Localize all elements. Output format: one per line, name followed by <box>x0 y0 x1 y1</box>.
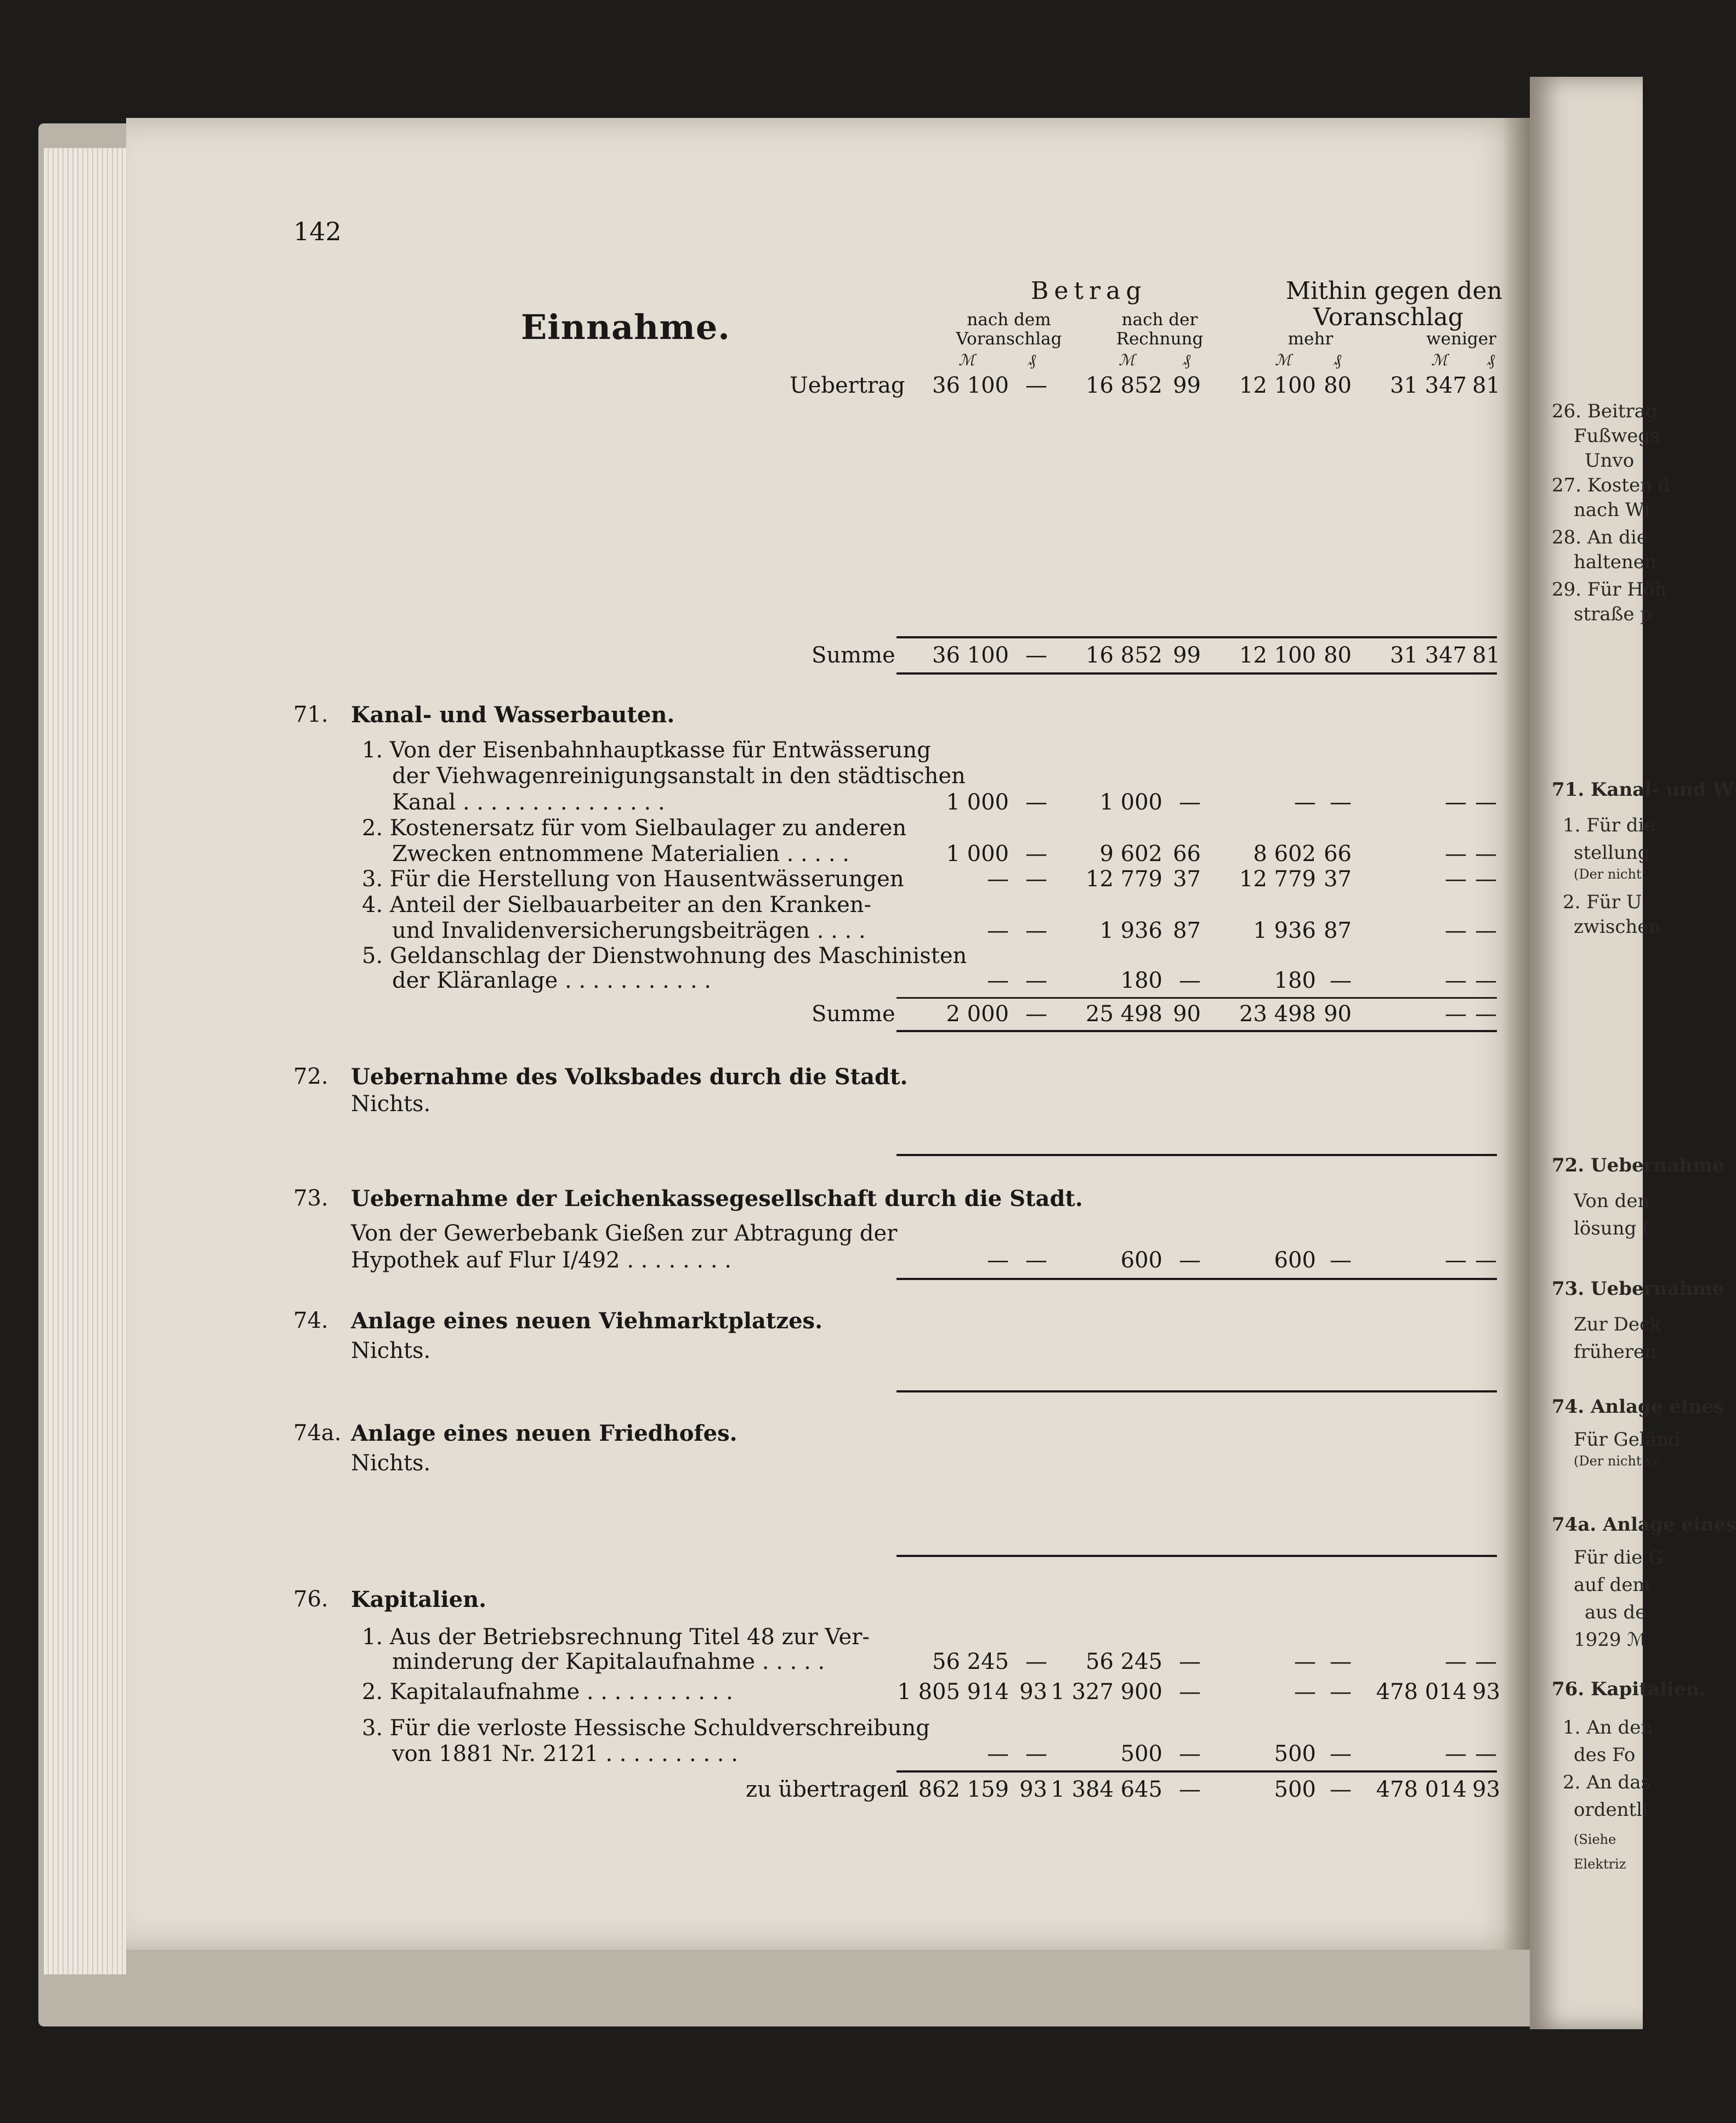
value-rechnung: 1 936 <box>1099 918 1162 943</box>
value-weniger: — <box>1445 1649 1467 1674</box>
facing-text: 1. Für die <box>1563 814 1655 836</box>
value-voranschlag: — <box>987 918 1009 943</box>
section-number: 74. <box>293 1308 328 1333</box>
value-rechnung-pf: 90 <box>1173 1001 1201 1027</box>
item-text: Hypothek auf Flur I/492 . . . . . . . . <box>351 1248 731 1273</box>
value-voranschlag: — <box>987 867 1009 892</box>
sum-rule <box>897 672 1497 675</box>
facing-text: (Der nicht ve <box>1574 1453 1661 1469</box>
value-weniger-pf: — <box>1475 968 1497 993</box>
item-text: 4. Anteil der Sielbauarbeiter an den Kranken- <box>362 892 872 918</box>
value-weniger-pf: — <box>1475 1001 1497 1027</box>
value-mehr-pf: — <box>1330 968 1352 993</box>
value-mehr: 23 498 <box>1239 1001 1316 1027</box>
value-rechnung-pf: — <box>1179 1679 1201 1705</box>
value-mehr: 1 936 <box>1253 918 1316 943</box>
section-text: Nichts. <box>351 1338 431 1363</box>
value-mehr-pf: — <box>1330 1248 1352 1273</box>
facing-text: 76. Kapitalien. <box>1552 1678 1706 1700</box>
row-label: Uebertrag <box>790 373 905 398</box>
value-weniger-pf: 81 <box>1472 373 1500 398</box>
item-text: und Invalidenversicherungsbeiträgen . . . . <box>392 918 866 943</box>
header-voranschlag-2: Voranschlag <box>956 329 1062 349</box>
section-heading: Uebernahme des Volksbades durch die Stadt. <box>351 1064 908 1090</box>
section-text: Nichts. <box>351 1091 431 1117</box>
value-weniger: — <box>1445 1248 1467 1273</box>
facing-text: 74. Anlage eines <box>1552 1396 1724 1418</box>
item-text: 1. Aus der Betriebsrechnung Titel 48 zur Ver- <box>362 1624 870 1650</box>
section-heading: Anlage eines neuen Viehmarktplatzes. <box>351 1308 822 1334</box>
value-voranschlag: — <box>987 1741 1009 1767</box>
facing-text: (Der nicht <box>1574 867 1642 882</box>
row-label: zu übertragen <box>746 1777 904 1802</box>
section-heading: Anlage eines neuen Friedhofes. <box>351 1420 737 1446</box>
value-voranschlag: 2 000 <box>946 1001 1009 1027</box>
item-text: der Viehwagenreinigungsanstalt in den städtischen <box>392 763 966 789</box>
header-weniger: weniger <box>1426 329 1496 349</box>
value-rechnung: 12 779 <box>1086 867 1162 892</box>
page-number: 142 <box>293 217 342 246</box>
facing-text: 73. Uebernahme <box>1552 1278 1724 1300</box>
value-rechnung-pf: — <box>1179 790 1201 815</box>
unit-mark: ℳ <box>1275 351 1291 369</box>
section-number: 72. <box>293 1064 328 1089</box>
facing-text: 72. Uebernahme <box>1552 1154 1724 1176</box>
facing-text: 2. Für U <box>1563 891 1642 913</box>
facing-text: Elektriz <box>1574 1856 1626 1872</box>
value-weniger: — <box>1445 968 1467 993</box>
facing-text: 26. Beitrag <box>1552 400 1658 422</box>
value-voranschlag-pf: — <box>1025 867 1047 892</box>
item-text: 5. Geldanschlag der Dienstwohnung des Maschinisten <box>362 943 967 969</box>
value-weniger-pf: 93 <box>1472 1777 1500 1802</box>
value-mehr: 12 100 <box>1239 643 1316 668</box>
value-rechnung-pf: — <box>1179 1741 1201 1767</box>
value-rechnung: 9 602 <box>1099 841 1162 867</box>
section-heading: Kapitalien. <box>351 1587 487 1612</box>
value-rechnung-pf: 99 <box>1173 373 1201 398</box>
header-rechnung-1: nach der <box>1121 310 1198 330</box>
item-text: Zwecken entnommene Materialien . . . . . <box>392 841 850 867</box>
value-weniger: — <box>1445 841 1467 867</box>
value-rechnung-pf: 99 <box>1173 643 1201 668</box>
value-mehr-pf: 80 <box>1324 643 1352 668</box>
value-rechnung-pf: 37 <box>1173 867 1201 892</box>
unit-pf: ₰ <box>1334 351 1341 369</box>
facing-text: 74a. Anlage eines <box>1552 1514 1736 1536</box>
value-mehr-pf: — <box>1330 790 1352 815</box>
section-number: 74a. <box>293 1420 342 1446</box>
facing-text: Zur Deck <box>1574 1314 1661 1335</box>
section-text: Nichts. <box>351 1451 431 1476</box>
value-voranschlag: 1 000 <box>946 841 1009 867</box>
value-rechnung: 1 000 <box>1099 790 1162 815</box>
value-voranschlag: — <box>987 968 1009 993</box>
item-text: minderung der Kapitalaufnahme . . . . . <box>392 1649 825 1674</box>
unit-mark: ℳ <box>1431 351 1448 369</box>
header-voranschlag-1: nach dem <box>967 310 1051 330</box>
item-text: 2. Kapitalaufnahme . . . . . . . . . . . <box>362 1679 733 1705</box>
sum-rule <box>897 997 1497 999</box>
value-weniger-pf: — <box>1475 867 1497 892</box>
value-mehr-pf: 37 <box>1324 867 1352 892</box>
facing-text: Für die G <box>1574 1547 1664 1569</box>
value-rechnung-pf: 87 <box>1173 918 1201 943</box>
facing-text: ordentli <box>1574 1799 1648 1821</box>
facing-text: 1. An den <box>1563 1717 1653 1739</box>
facing-text: 27. Kosten d <box>1552 474 1670 496</box>
value-voranschlag-pf: — <box>1025 1741 1047 1767</box>
value-weniger-pf: 93 <box>1472 1679 1500 1705</box>
facing-text: Für Geländ <box>1574 1429 1681 1451</box>
header-mithin-1: Mithin gegen den <box>1286 277 1502 305</box>
value-weniger-pf: — <box>1475 1649 1497 1674</box>
facing-text: früheren <box>1574 1341 1657 1363</box>
section-heading: Kanal- und Wasserbauten. <box>351 702 675 728</box>
value-voranschlag-pf: — <box>1025 790 1047 815</box>
item-text: 3. Für die verloste Hessische Schuldverschreibung <box>362 1716 930 1741</box>
facing-text: straße p <box>1574 603 1653 625</box>
section-title: Einnahme. <box>521 307 730 347</box>
header-mithin-2: Voranschlag <box>1313 303 1463 331</box>
value-rechnung: 600 <box>1120 1248 1162 1273</box>
sum-rule <box>897 1555 1497 1557</box>
unit-mark: ℳ <box>1119 351 1135 369</box>
value-weniger: 478 014 <box>1376 1679 1467 1705</box>
section-number: 76. <box>293 1587 328 1612</box>
header-rechnung-2: Rechnung <box>1116 329 1204 349</box>
value-voranschlag-pf: — <box>1025 841 1047 867</box>
section-heading: Uebernahme der Leichenkassegesellschaft durch die Stadt. <box>351 1186 1083 1211</box>
value-voranschlag-pf: — <box>1025 968 1047 993</box>
value-mehr-pf: — <box>1330 1777 1352 1802</box>
value-rechnung: 16 852 <box>1086 373 1162 398</box>
item-text: von 1881 Nr. 2121 . . . . . . . . . . <box>392 1741 738 1767</box>
value-weniger: — <box>1445 867 1467 892</box>
value-weniger: 31 347 <box>1390 643 1467 668</box>
value-mehr-pf: — <box>1330 1679 1352 1705</box>
facing-text: Fußwegs <box>1574 425 1660 447</box>
header-betrag: Betrag <box>1031 277 1147 305</box>
header-mehr: mehr <box>1287 329 1334 349</box>
value-rechnung-pf: — <box>1179 1248 1201 1273</box>
sum-rule <box>897 1770 1497 1773</box>
value-mehr: 500 <box>1274 1777 1316 1802</box>
value-rechnung: 16 852 <box>1086 643 1162 668</box>
value-weniger: — <box>1445 790 1467 815</box>
unit-mark: ℳ <box>958 351 975 369</box>
value-voranschlag: — <box>987 1248 1009 1273</box>
value-voranschlag-pf: — <box>1025 1248 1047 1273</box>
value-mehr-pf: 66 <box>1324 841 1352 867</box>
value-mehr: — <box>1294 1649 1316 1674</box>
value-rechnung-pf: — <box>1179 968 1201 993</box>
value-voranschlag-pf: — <box>1025 1649 1047 1674</box>
value-rechnung-pf: 66 <box>1173 841 1201 867</box>
value-mehr-pf: 90 <box>1324 1001 1352 1027</box>
value-mehr-pf: — <box>1330 1741 1352 1767</box>
value-voranschlag: 36 100 <box>932 373 1009 398</box>
value-weniger-pf: — <box>1475 841 1497 867</box>
facing-text: 2. An das <box>1563 1771 1650 1793</box>
value-voranschlag: 1 000 <box>946 790 1009 815</box>
value-rechnung: 56 245 <box>1086 1649 1162 1674</box>
item-text: 1. Von der Eisenbahnhauptkasse für Entwässerung <box>362 738 931 763</box>
value-voranschlag: 1 862 159 <box>897 1777 1009 1802</box>
value-weniger: — <box>1445 918 1467 943</box>
value-weniger-pf: — <box>1475 1741 1497 1767</box>
value-voranschlag: 36 100 <box>932 643 1009 668</box>
sum-rule <box>897 1030 1497 1032</box>
value-weniger-pf: 81 <box>1472 643 1500 668</box>
value-mehr-pf: 80 <box>1324 373 1352 398</box>
facing-text: auf dem <box>1574 1574 1650 1596</box>
value-rechnung: 1 384 645 <box>1051 1777 1162 1802</box>
facing-text: aus de <box>1585 1601 1647 1623</box>
value-voranschlag-pf: — <box>1025 918 1047 943</box>
value-mehr: 500 <box>1274 1741 1316 1767</box>
value-voranschlag-pf: — <box>1025 373 1047 398</box>
sum-rule <box>897 1278 1497 1280</box>
value-mehr: 12 100 <box>1239 373 1316 398</box>
value-rechnung: 25 498 <box>1086 1001 1162 1027</box>
value-mehr: 12 779 <box>1239 867 1316 892</box>
value-rechnung-pf: — <box>1179 1777 1201 1802</box>
value-voranschlag-pf: — <box>1025 1001 1047 1027</box>
value-rechnung-pf: — <box>1179 1649 1201 1674</box>
value-mehr-pf: — <box>1330 1649 1352 1674</box>
facing-text: 71. Kanal- und W <box>1552 779 1734 801</box>
section-number: 71. <box>293 702 328 727</box>
facing-text: zwischen <box>1574 916 1661 938</box>
value-voranschlag: 1 805 914 <box>897 1679 1009 1705</box>
facing-text: haltenen <box>1574 551 1656 573</box>
facing-page <box>1530 77 1736 2029</box>
facing-text: des Fo <box>1574 1744 1636 1766</box>
sum-rule <box>897 1154 1497 1156</box>
item-text: Von der Gewerbebank Gießen zur Abtragung der <box>351 1221 898 1246</box>
section-number: 73. <box>293 1186 328 1211</box>
value-weniger-pf: — <box>1475 918 1497 943</box>
value-rechnung: 500 <box>1120 1741 1162 1767</box>
value-weniger-pf: — <box>1475 1248 1497 1273</box>
value-voranschlag: 56 245 <box>932 1649 1009 1674</box>
facing-text: 28. An die <box>1552 526 1648 548</box>
facing-text: stellung <box>1574 842 1650 864</box>
value-mehr: 8 602 <box>1253 841 1316 867</box>
unit-pf: ₰ <box>1183 351 1190 369</box>
value-mehr: — <box>1294 1679 1316 1705</box>
value-mehr: 600 <box>1274 1248 1316 1273</box>
value-weniger: 478 014 <box>1376 1777 1467 1802</box>
value-rechnung: 1 327 900 <box>1051 1679 1162 1705</box>
value-weniger: — <box>1445 1001 1467 1027</box>
value-voranschlag-pf: 93 <box>1019 1679 1047 1705</box>
row-label: Summe <box>812 643 895 668</box>
facing-text: 29. Für Höh <box>1552 579 1667 601</box>
page-edges <box>44 148 126 1974</box>
facing-text: (Siehe <box>1574 1832 1616 1847</box>
value-voranschlag-pf: — <box>1025 643 1047 668</box>
value-weniger: — <box>1445 1741 1467 1767</box>
value-voranschlag-pf: 93 <box>1019 1777 1047 1802</box>
facing-text: Unvo <box>1585 450 1635 472</box>
value-mehr: — <box>1294 790 1316 815</box>
row-label: Summe <box>812 1001 895 1027</box>
sum-rule <box>897 1390 1497 1392</box>
item-text: 2. Kostenersatz für vom Sielbaulager zu anderen <box>362 816 907 841</box>
unit-pf: ₰ <box>1028 351 1036 369</box>
value-rechnung: 180 <box>1120 968 1162 993</box>
facing-text: nach Wi <box>1574 499 1650 521</box>
unit-pf: ₰ <box>1487 351 1495 369</box>
value-weniger-pf: — <box>1475 790 1497 815</box>
value-weniger: 31 347 <box>1390 373 1467 398</box>
item-text: 3. Für die Herstellung von Hausentwässerungen <box>362 867 904 892</box>
sum-rule <box>897 636 1497 638</box>
value-mehr: 180 <box>1274 968 1316 993</box>
item-text: der Kläranlage . . . . . . . . . . . <box>392 968 712 993</box>
facing-text: lösung ( <box>1574 1218 1650 1239</box>
facing-text: Von den <box>1574 1190 1650 1212</box>
facing-text: 1929 ℳ <box>1574 1629 1647 1651</box>
item-text: Kanal . . . . . . . . . . . . . . . <box>392 790 665 815</box>
value-mehr-pf: 87 <box>1324 918 1352 943</box>
